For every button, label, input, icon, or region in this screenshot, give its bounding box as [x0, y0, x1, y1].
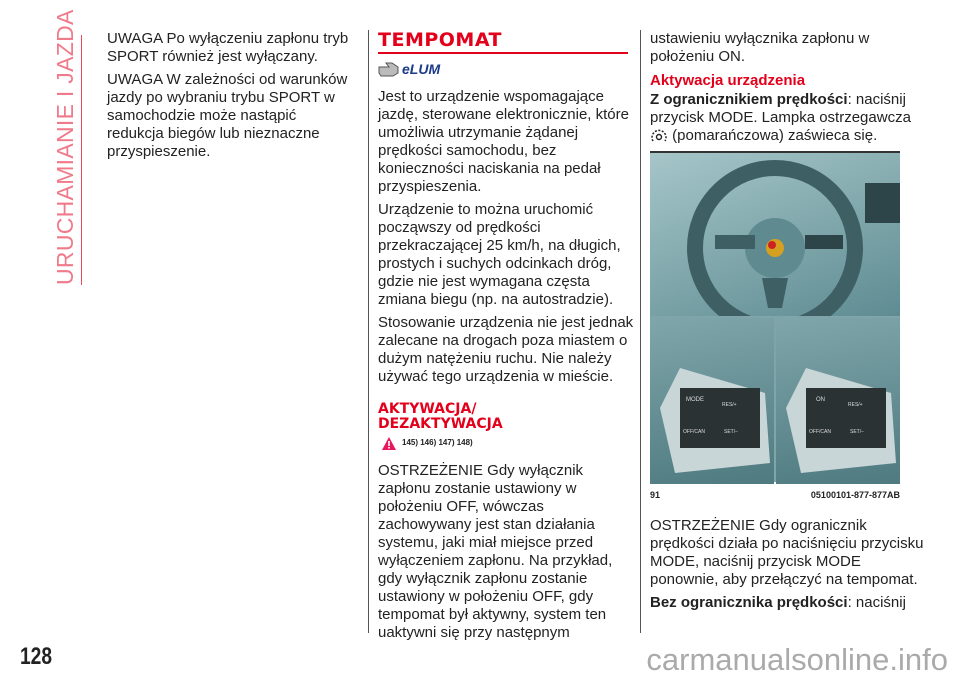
switch-closeup-on — [776, 318, 900, 484]
note-paragraph: UWAGA Po wyłączeniu zapłonu tryb SPORT również jest wyłączany. — [107, 30, 349, 65]
subsection-heading-line: AKTYWACJA/ — [378, 401, 477, 417]
note-paragraph: UWAGA W zależności od warunków jazdy po wybraniu trybu SPORT w samochodzie może nastąpić redukcja biegów lub nieznaczne przyspieszenie. — [107, 71, 348, 160]
section-title-vertical: URUCHAMIANIE I JAZDA — [52, 9, 78, 285]
watermark: carmanualsonline.info — [646, 642, 948, 677]
off-button-label: OFF/CAN — [683, 429, 705, 435]
figure-number: 91 — [650, 490, 661, 500]
limiter-instructions — [650, 91, 930, 145]
figure-caption — [650, 490, 900, 501]
body-paragraph: Urządzenie to można uruchomić począwszy od prędkości przekraczającej 25 km/h, na długich, prostych i suchych odcinkach dróg, gdzie nie jest wymagana częsta zmiana biegu (np. na autostradzie). — [378, 201, 621, 308]
set-button-label: SET/− — [850, 429, 865, 435]
no-limiter-instructions — [650, 594, 930, 612]
limiter-label: Z ogranicznikiem prędkości — [650, 91, 848, 108]
elum-indicator — [378, 56, 636, 82]
body-paragraph: Jest to urządzenie wspomagające jazdę, sterowane elektronicznie, które umożliwia utrzymanie żądanej prędkości samochodu, bez konieczności naciskania na pedał przyspieszenia. — [378, 88, 629, 195]
subsection-heading-line: DEZAKTYWACJA — [378, 416, 503, 432]
page-number: 128 — [20, 643, 53, 670]
on-button-label: ON — [816, 397, 825, 403]
column-divider — [640, 30, 641, 633]
section-heading: TEMPOMAT — [378, 30, 628, 54]
column-2 — [378, 30, 636, 647]
mode-button-label: MODE — [686, 397, 704, 403]
steering-wheel-figure — [650, 151, 900, 482]
set-button-label: SET/− — [724, 429, 739, 435]
no-limiter-label: Bez ogranicznika prędkości — [650, 594, 848, 611]
warning-refs-text: 145) 146) 147) 148) — [402, 438, 473, 447]
limiter-text: (pomarańczowa) zaświeca się. — [668, 127, 878, 144]
off-button-label: OFF/CAN — [809, 429, 831, 435]
speed-limiter-warning-icon — [650, 129, 668, 143]
pointing-hand-icon — [378, 61, 400, 77]
column-3 — [650, 30, 930, 617]
res-button-label: RES/+ — [848, 402, 863, 408]
elum-label: eLUM — [402, 61, 441, 77]
body-paragraph: Stosowanie urządzenia nie jest jednak zalecane na drogach poza miastem o dużym natężeniu ruchu. Nie należy używać tego urządzenia w mieście. — [378, 314, 634, 385]
column-divider — [368, 30, 369, 633]
sidebar-divider — [81, 35, 82, 285]
res-button-label: RES/+ — [722, 402, 737, 408]
figure-code: 05100101-877-877AB — [810, 490, 900, 500]
steering-wheel-photo — [650, 153, 900, 316]
subsection-heading: Aktywacja urządzenia — [650, 72, 806, 89]
column-1 — [107, 30, 352, 166]
body-paragraph: ustawieniu wyłącznika zapłonu w położeniu ON. — [650, 30, 870, 65]
warning-paragraph: OSTRZEŻENIE Gdy ogranicznik prędkości działa po naciśnięciu przycisku MODE, naciśnij przycisk MODE ponownie, aby przełączyć na tempomat. — [650, 517, 924, 588]
subsection-heading — [378, 402, 636, 432]
warning-references — [382, 436, 636, 450]
limiter-text: : naciśnij przycisk MODE. Lampka ostrzegawcza — [650, 91, 911, 126]
warning-paragraph: OSTRZEŻENIE Gdy wyłącznik zapłonu zostanie ustawiony w położeniu OFF, wówczas zachowywany jest stan działania systemu, jaki miał miejsce przed wyłączeniem zapłonu. Na przykład, gdy wyłącznik zapłonu zostanie ustawiony w położeniu OFF, gdy tempomat był aktywny, system ten uaktywni się przy następnym — [378, 462, 613, 641]
switch-closeup-mode — [650, 318, 774, 484]
warning-triangle-icon — [382, 437, 396, 450]
no-limiter-text: : naciśnij — [847, 594, 906, 611]
